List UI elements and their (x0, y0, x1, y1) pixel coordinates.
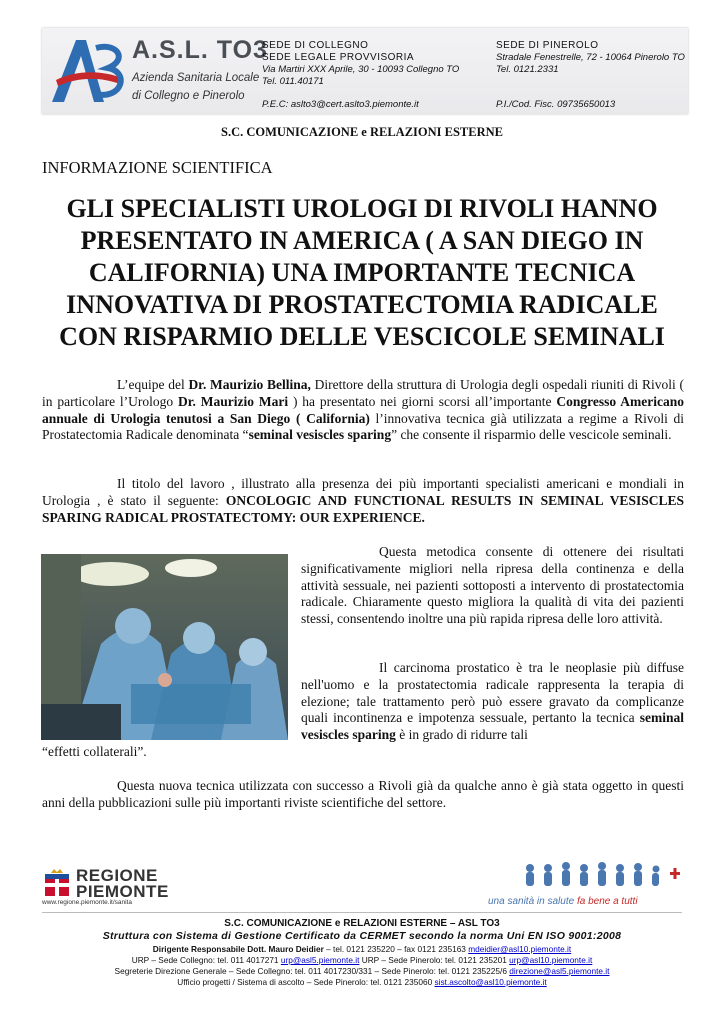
title-line: INNOVATIVA DI PROSTATECTOMIA RADICALE (66, 290, 658, 319)
text-run: Dr. Maurizio Bellina, (188, 377, 311, 392)
letterhead (42, 28, 688, 114)
address-line: SEDE DI PINEROLO (496, 40, 599, 51)
footer-divider (42, 912, 682, 913)
collegno-address (262, 40, 459, 88)
logo-subtitle: di Collegno e Pinerolo (132, 90, 245, 102)
regione-name-line: REGIONE (76, 866, 158, 885)
surgery-photo (41, 554, 288, 740)
address-line: Tel. 0121.2331 (496, 64, 559, 75)
text-run: Direttore della struttura di Urologia degli ospedali riuniti di Rivoli ( in particolare l’Urologo (42, 377, 685, 409)
text-run: Il carcinoma prostatico è tra le neoplasie più diffuse nell'uomo e la prostatectomia radicale rappresenta la terapia di elezione; tale trattamento però può essere gravato da complicanze quali incontinenza e impotenza sessuale, pertanto la tecnica (301, 660, 684, 726)
footer-contact-line (0, 955, 724, 965)
text-run: – tel. 0121 235220 – fax 0121 235163 (323, 944, 469, 954)
regione-name (76, 868, 169, 900)
address-line: Via Martiri XXX Aprile, 30 - 10093 Collegno TO (262, 64, 460, 75)
regione-url: www.regione.piemonte.it/sanita (42, 899, 132, 906)
address-line: Tel. 011.40171 (262, 76, 324, 87)
paragraph-5 (42, 778, 684, 812)
paragraph-3 (301, 544, 684, 628)
vat-number: P.I./Cod. Fisc. 09735650013 (496, 99, 616, 110)
pinerolo-address (496, 40, 685, 76)
text-run: Il titolo del lavoro , illustrato alla presenza dei più importanti specialisti americani e mondiali in Urologia , è stato il seguente: (42, 476, 684, 508)
text-run: Questa metodica consente di ottenere dei risultati significativamente migliori nella ripresa della continenza e della attività sessuale, nei pazienti sottoposti a intervento di prostatectomia radicale. Chiaramente questo migliora la qualità di vita dei pazienti stessi, consentendo inoltre una più rapida ripresa delle loro attività. (301, 544, 684, 627)
text-run: ONCOLOGIC AND FUNCTIONAL RESULTS IN SEMINAL VESISCLES SPARING RADICAL PROSTATECTOMY: OUR EXPERIENCE. (42, 492, 684, 525)
text-run: ” che consente il risparmio delle vescicole seminali. (391, 427, 672, 443)
text-run: Questa nuova tecnica utilizzata con successo a Rivoli già da qualche anno è già stata oggetto in questi anni della pubblicazioni sulle più importanti riviste scientifiche del settore. (42, 778, 684, 810)
text-run: URP – Sede Collegno: tel. 011 4017271 (131, 955, 281, 965)
email-link[interactable]: urp@asl5.piemonte.it (280, 955, 360, 965)
text-run: Dr. Maurizio Mari (178, 393, 289, 409)
text-run: URP – Sede Pinerolo: tel. 0121 235201 (359, 955, 510, 965)
email-link[interactable]: urp@asl10.piemonte.it (509, 955, 593, 965)
slogan (488, 896, 638, 907)
pec-address: P.E.C: aslto3@cert.aslto3.piemonte.it (262, 99, 419, 110)
email-link[interactable]: sist.ascolto@asl10.piemonte.it (434, 977, 547, 987)
text-run: Congresso Americano annuale di Urologia tenutosi a San Diego ( California) (42, 393, 684, 426)
title-line: CON RISPARMIO DELLE VESCICOLE SEMINALI (59, 322, 665, 351)
people-icon (520, 860, 685, 890)
footer-contact-line (0, 966, 724, 976)
paragraph-4 (301, 660, 684, 744)
slogan-part: una sanità in salute (488, 896, 575, 907)
piemonte-crest-icon (42, 868, 72, 898)
text-run: seminal vesiscles sparing (248, 427, 392, 443)
paragraph-4-tail: “effetti collaterali”. (42, 744, 147, 759)
regione-name-line: PIEMONTE (76, 882, 169, 901)
text-run: ) ha presentato nei giorni scorsi all’importante (288, 393, 557, 409)
email-link[interactable]: mdeidier@asl10.piemonte.it (468, 944, 572, 954)
footer-contact-line (0, 977, 724, 987)
text-run: Dirigente Responsabile Dott. Mauro Deidier (152, 944, 324, 954)
text-run: Segreterie Direzione Generale – Sede Collegno: tel. 011 4017230/331 – Sede Pinerolo: tel. 0121 235225/6 (114, 966, 510, 976)
slogan-part: fa bene a tutti (574, 896, 638, 907)
paragraph-2 (42, 476, 684, 526)
title-line: GLI SPECIALISTI UROLOGI DI RIVOLI HANNO (66, 194, 658, 223)
asl-to3-logo (46, 34, 126, 108)
title-line: PRESENTATO IN AMERICA ( A SAN DIEGO IN (80, 226, 644, 255)
footer-contact-line (0, 944, 724, 954)
address-line: SEDE LEGALE PROVVISORIA (262, 52, 415, 63)
text-run: Ufficio progetti / Sistema di ascolto – Sede Pinerolo: tel. 0121 235060 (177, 977, 435, 987)
logo-subtitle: Azienda Sanitaria Locale (132, 72, 260, 84)
article-title (40, 193, 684, 353)
email-link[interactable]: direzione@asl5.piemonte.it (509, 966, 610, 976)
address-line: SEDE DI COLLEGNO (262, 40, 369, 51)
address-line: Stradale Fenestrelle, 72 - 10064 Pinerolo TO (496, 52, 685, 63)
text-run: l’innovativa tecnica già utilizzata a regime a Rivoli di Prostatectomia Radicale denominata “ (42, 410, 684, 443)
text-run: è in grado di ridurre tali (395, 727, 528, 743)
text-run: seminal vesiscles sparing (301, 710, 684, 743)
title-line: CALIFORNIA) UNA IMPORTANTE TECNICA (88, 258, 636, 287)
department-heading: S.C. COMUNICAZIONE e RELAZIONI ESTERNE (221, 125, 503, 139)
footer-certification: Struttura con Sistema di Gestione Certificato da CERMET secondo la norma Uni EN ISO 9001:2008 (102, 930, 622, 942)
logo-title: A.S.L. TO3 (132, 36, 268, 64)
footer-department: S.C. COMUNICAZIONE e RELAZIONI ESTERNE – ASL TO3 (224, 918, 500, 929)
section-label: INFORMAZIONE SCIENTIFICA (42, 158, 273, 177)
text-run: L’equipe del (117, 377, 189, 392)
paragraph-1 (42, 377, 684, 444)
